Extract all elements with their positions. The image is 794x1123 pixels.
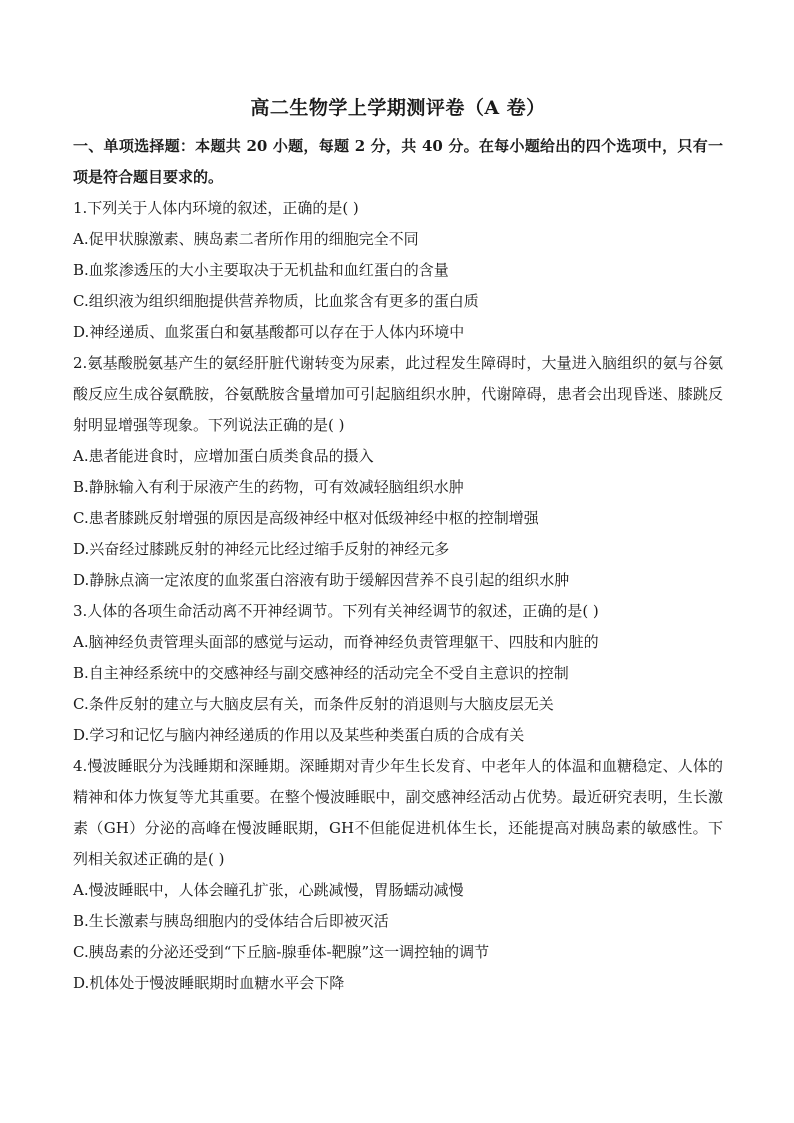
question-4 xyxy=(73,751,723,999)
question-stem: 1.下列关于人体内环境的叙述，正确的是( ) xyxy=(73,199,359,217)
section-heading: 一、单项选择题：本题共 20 小题，每题 2 分，共 40 分。在每小题给出的四个选项中，只有一项是符合题目要求的。 xyxy=(73,137,723,186)
question-stem: 4.慢波睡眠分为浅睡期和深睡期。深睡期对青少年生长发育、中老年人的体温和血糖稳定、人体的精神和体力恢复等尤其重要。在整个慢波睡眠中，副交感神经活动占优势。最近研究表明，生长激素（GH）分泌的高峰在慢波睡眠期，GH不但能促进机体生长，还能提高对胰岛素的敏感性。下列相关叙述正确的是( ) xyxy=(73,757,723,868)
answer-option: D.机体处于慢波睡眠期时血糖水平会下降 xyxy=(73,974,345,992)
answer-option: C.胰岛素的分泌还受到“下丘脑-腺垂体-靶腺”这一调控轴的调节 xyxy=(73,943,490,961)
answer-option: D.学习和记忆与脑内神经递质的作用以及某些种类蛋白质的合成有关 xyxy=(73,726,525,744)
answer-option: D.静脉点滴一定浓度的血浆蛋白溶液有助于缓解因营养不良引起的组织水肿 xyxy=(73,571,570,589)
answer-option: A.慢波睡眠中，人体会瞳孔扩张，心跳减慢，胃肠蠕动减慢 xyxy=(73,881,464,899)
answer-option: A.促甲状腺激素、胰岛素二者所作用的细胞完全不同 xyxy=(73,230,419,248)
answer-option: B.血浆渗透压的大小主要取决于无机盐和血红蛋白的含量 xyxy=(73,261,449,279)
question-stem: 3.人体的各项生命活动离不开神经调节。下列有关神经调节的叙述，正确的是( ) xyxy=(73,602,599,620)
answer-option: D.神经递质、血浆蛋白和氨基酸都可以存在于人体内环境中 xyxy=(73,323,465,341)
question-list xyxy=(73,193,723,999)
answer-option: C.条件反射的建立与大脑皮层有关，而条件反射的消退则与大脑皮层无关 xyxy=(73,695,554,713)
question-1 xyxy=(73,193,723,348)
question-2 xyxy=(73,348,723,596)
answer-option: B.自主神经系统中的交感神经与副交感神经的活动完全不受自主意识的控制 xyxy=(73,664,569,682)
question-3 xyxy=(73,596,723,751)
answer-option: A.患者能进食时，应增加蛋白质类食品的摄入 xyxy=(73,447,374,465)
answer-option: B.生长激素与胰岛细胞内的受体结合后即被灭活 xyxy=(73,912,389,930)
answer-option: D.兴奋经过膝跳反射的神经元比经过缩手反射的神经元多 xyxy=(73,540,450,558)
answer-option: C.患者膝跳反射增强的原因是高级神经中枢对低级神经中枢的控制增强 xyxy=(73,509,539,527)
answer-option: A.脑神经负责管理头面部的感觉与运动，而脊神经负责管理躯干、四肢和内脏的 xyxy=(73,633,599,651)
answer-option: B.静脉输入有利于尿液产生的药物，可有效减轻脑组织水肿 xyxy=(73,478,464,496)
question-stem: 2.氨基酸脱氨基产生的氨经肝脏代谢转变为尿素，此过程发生障碍时，大量进入脑组织的氨与谷氨酸反应生成谷氨酰胺，谷氨酰胺含量增加可引起脑组织水肿，代谢障碍，患者会出现昏迷、膝跳反射明显增强等现象。下列说法正确的是( ) xyxy=(73,354,723,434)
exam-page xyxy=(73,95,723,999)
answer-option: C.组织液为组织细胞提供营养物质，比血浆含有更多的蛋白质 xyxy=(73,292,479,310)
page-title: 高二生物学上学期测评卷（A 卷） xyxy=(250,97,546,119)
